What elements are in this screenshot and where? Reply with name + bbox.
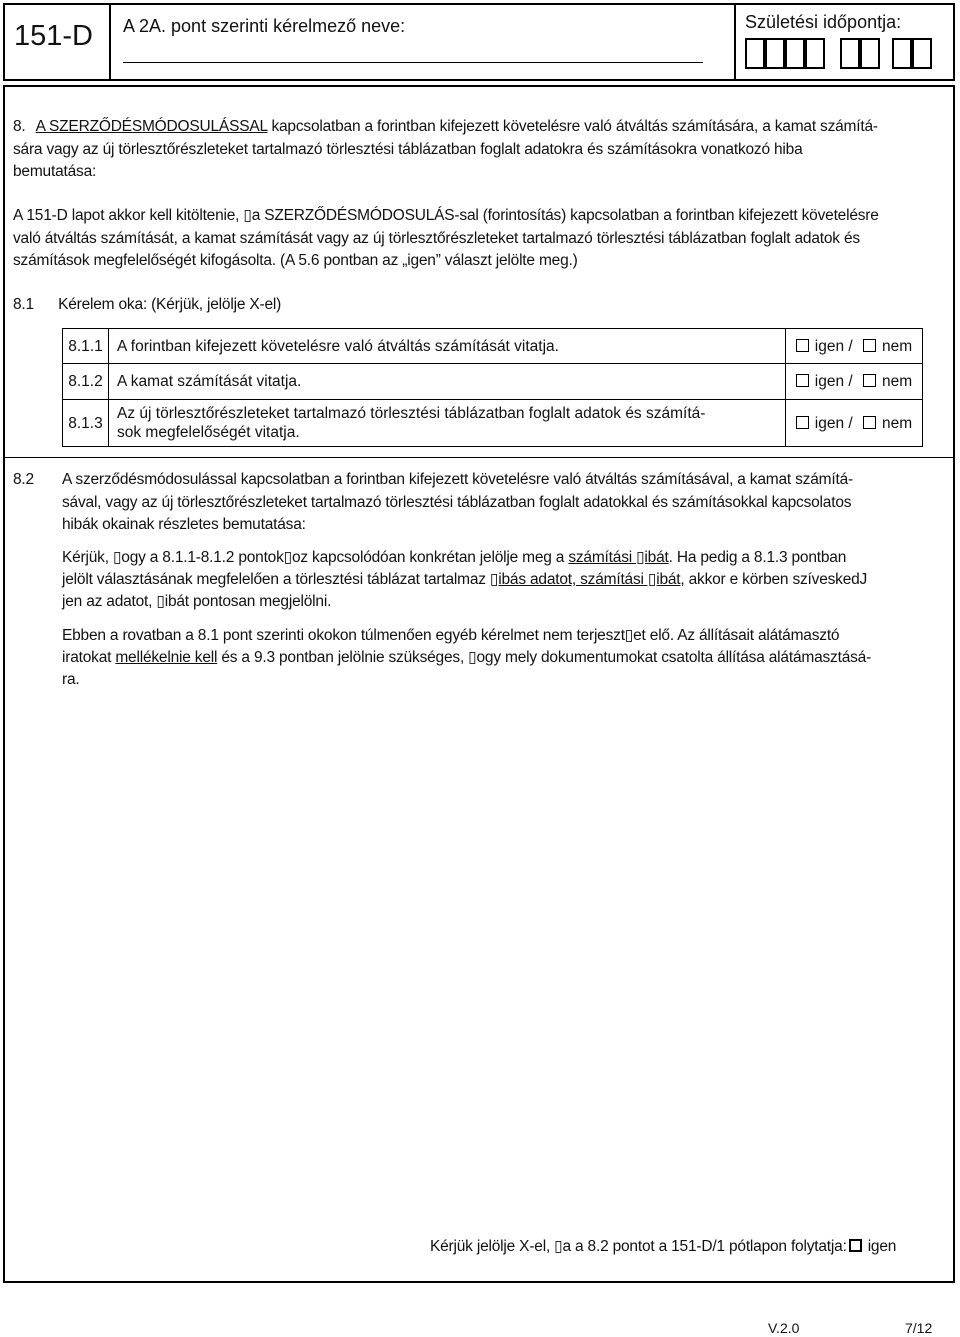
row-number: 8.1.2	[63, 364, 109, 400]
section-8-title-line: bemutatása:	[13, 163, 97, 180]
form-code: 151-D	[14, 20, 93, 52]
section-8-2-line: A szerződésmódosulással kapcsolatban a forintban kifejezett követelésre való átváltás számításával, a kamat számítá-	[62, 471, 853, 488]
birth-day-digit-box[interactable]	[892, 38, 912, 69]
birth-month-digit-box[interactable]	[840, 38, 860, 69]
instruction-line: iratokat mellékelnie kell és a 9.3 pontban jelölnie szükséges, ▯ogy mely dokumentumokat csatolta állítása alátámasztásá-	[62, 649, 872, 666]
explanation-area[interactable]	[62, 700, 942, 1220]
section-divider	[3, 457, 955, 458]
no-checkbox[interactable]	[863, 416, 876, 429]
yes-checkbox[interactable]	[796, 416, 809, 429]
instruction-line: ra.	[62, 671, 80, 688]
section-8-1-heading	[13, 294, 281, 317]
section-8-title-underlined: A SZERZŐDÉSMÓDOSULÁSSAL	[35, 118, 268, 135]
applicant-name-label: A 2A. pont szerinti kérelmező neve:	[123, 16, 406, 36]
row-text: Az új törlesztőrészleteket tartalmazó törlesztési táblázatban foglalt adatok és számítá- sok megfelelőségét vitatja.	[109, 400, 786, 447]
yes-no-options: igen / nem	[786, 329, 923, 364]
intro-line: való átváltás számítását, a kamat számítását vagy az új törlesztőrészleteket tartalmazó törlesztési táblázatban foglalt adatok és	[13, 230, 860, 247]
yes-checkbox[interactable]	[796, 374, 809, 387]
intro-line: A 151-D lapot akkor kell kitöltenie, ▯a SZERZŐDÉSMÓDOSULÁS-sal (forintosítás) kapcsolatban a forintban kifejezett követelésre	[13, 207, 879, 224]
birth-month-digit-box[interactable]	[860, 38, 880, 69]
header-divider	[109, 5, 111, 79]
page-number: 7/12	[905, 1320, 933, 1336]
yes-no-options: igen / nem	[786, 364, 923, 400]
birth-day-digit-box[interactable]	[912, 38, 932, 69]
criteria-table	[62, 328, 923, 447]
section-8-2-line: sával, vagy az új törlesztőrészleteket tartalmazó törlesztési táblázatban foglalt adatokkal és számításokkal kapcsolatos	[62, 494, 852, 511]
birth-year-digit-box[interactable]	[785, 38, 805, 69]
row-number: 8.1.3	[63, 400, 109, 447]
row-text: A forintban kifejezett követelésre való átváltás számítását vitatja.	[109, 329, 786, 364]
continuation-prompt: Kérjük jelölje X-el, ▯a a 8.2 pontot a 151-D/1 pótlapon folytatja: igen	[430, 1238, 897, 1255]
birth-year-digit-box[interactable]	[745, 38, 765, 69]
yes-checkbox[interactable]	[796, 339, 809, 352]
continuation-checkbox[interactable]	[849, 1239, 862, 1252]
section-number: 8.1	[13, 296, 34, 313]
table-row	[63, 400, 923, 447]
instruction-line: Kérjük, ▯ogy a 8.1.1-8.1.2 pontok▯oz kapcsolódóan konkrétan jelölje meg a számítási ▯ibát. Ha pedig a 8.1.3 pontban	[62, 549, 847, 566]
birth-year-digit-box[interactable]	[805, 38, 825, 69]
row-text: A kamat számítását vitatja.	[109, 364, 786, 400]
intro-line: számítások megfelelőségét kifogásolta. (A 5.6 pontban az „igen” választ jelölte meg.)	[13, 252, 578, 269]
yes-no-options: igen / nem	[786, 400, 923, 447]
section-8-1-title: Kérelem oka: (Kérjük, jelölje X-el)	[58, 296, 282, 313]
section-number: 8.	[13, 118, 26, 135]
instruction-line: Ebben a rovatban a 8.1 pont szerinti okokon túlmenően egyéb kérelmet nem terjeszt▯et elő. Az állításait alátámasztó	[62, 627, 840, 644]
section-8-2-number: 8.2	[13, 471, 34, 488]
table-row	[63, 364, 923, 400]
instruction-line: jelölt választásának megfelelően a törlesztési táblázat tartalmaz ▯ibás adatot, számítási ▯ibát, akkor e körben szíveskedJ	[62, 571, 868, 588]
instruction-line: jen az adatot, ▯ibát pontosan megjelölni.	[62, 593, 332, 610]
table-row	[63, 329, 923, 364]
applicant-name-field[interactable]	[123, 62, 703, 63]
no-checkbox[interactable]	[863, 339, 876, 352]
form-version: V.2.0	[768, 1320, 800, 1336]
birth-date-label: Születési időpontja:	[745, 12, 902, 32]
section-8-title: 8. A SZERZŐDÉSMÓDOSULÁSSAL kapcsolatban a forintban kifejezett követelésre való átváltás számítására, a kamat számítá-	[13, 118, 878, 135]
birth-year-digit-box[interactable]	[765, 38, 785, 69]
header-divider	[734, 5, 736, 79]
no-checkbox[interactable]	[863, 374, 876, 387]
section-8-2-line: hibák okainak részletes bemutatása:	[62, 516, 306, 533]
section-8-title-line: sára vagy az új törlesztőrészleteket tartalmazó törlesztési táblázatban foglalt adatokra és számításokra vonatkozó hiba	[13, 141, 803, 158]
row-number: 8.1.1	[63, 329, 109, 364]
